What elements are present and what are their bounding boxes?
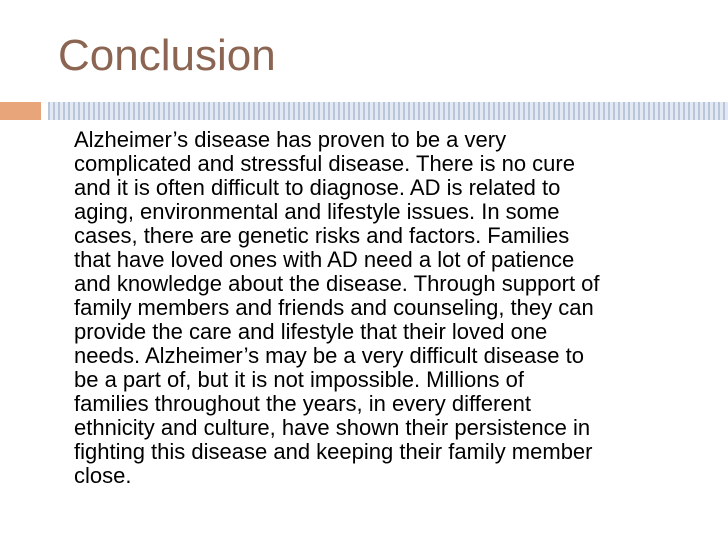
body-line: complicated and stressful disease. There is no cure xyxy=(74,151,575,176)
body-line: be a part of, but it is not impossible. Millions of xyxy=(74,367,524,392)
body-line: cases, there are genetic risks and factors. Families xyxy=(74,223,570,248)
accent-square xyxy=(0,102,41,120)
body-line: needs. Alzheimer’s may be a very difficult disease to xyxy=(74,343,584,368)
body-line: fighting this disease and keeping their family member xyxy=(74,439,593,464)
title-divider-band xyxy=(48,102,728,120)
slide-title: Conclusion xyxy=(58,31,276,80)
body-line: close. xyxy=(74,463,132,488)
body-line: that have loved ones with AD need a lot of patience xyxy=(74,247,575,272)
body-line: and knowledge about the disease. Through support of xyxy=(74,271,600,296)
body-line: Alzheimer’s disease has proven to be a very xyxy=(74,127,507,152)
body-line: aging, environmental and lifestyle issues. In some xyxy=(74,199,560,224)
body-line: provide the care and lifestyle that their loved one xyxy=(74,319,548,344)
body-line: and it is often difficult to diagnose. AD is related to xyxy=(74,175,561,200)
body-paragraph xyxy=(74,128,694,488)
body-line: ethnicity and culture, have shown their persistence in xyxy=(74,415,591,440)
body-line: families throughout the years, in every different xyxy=(74,391,531,416)
body-line: family members and friends and counseling, they can xyxy=(74,295,594,320)
